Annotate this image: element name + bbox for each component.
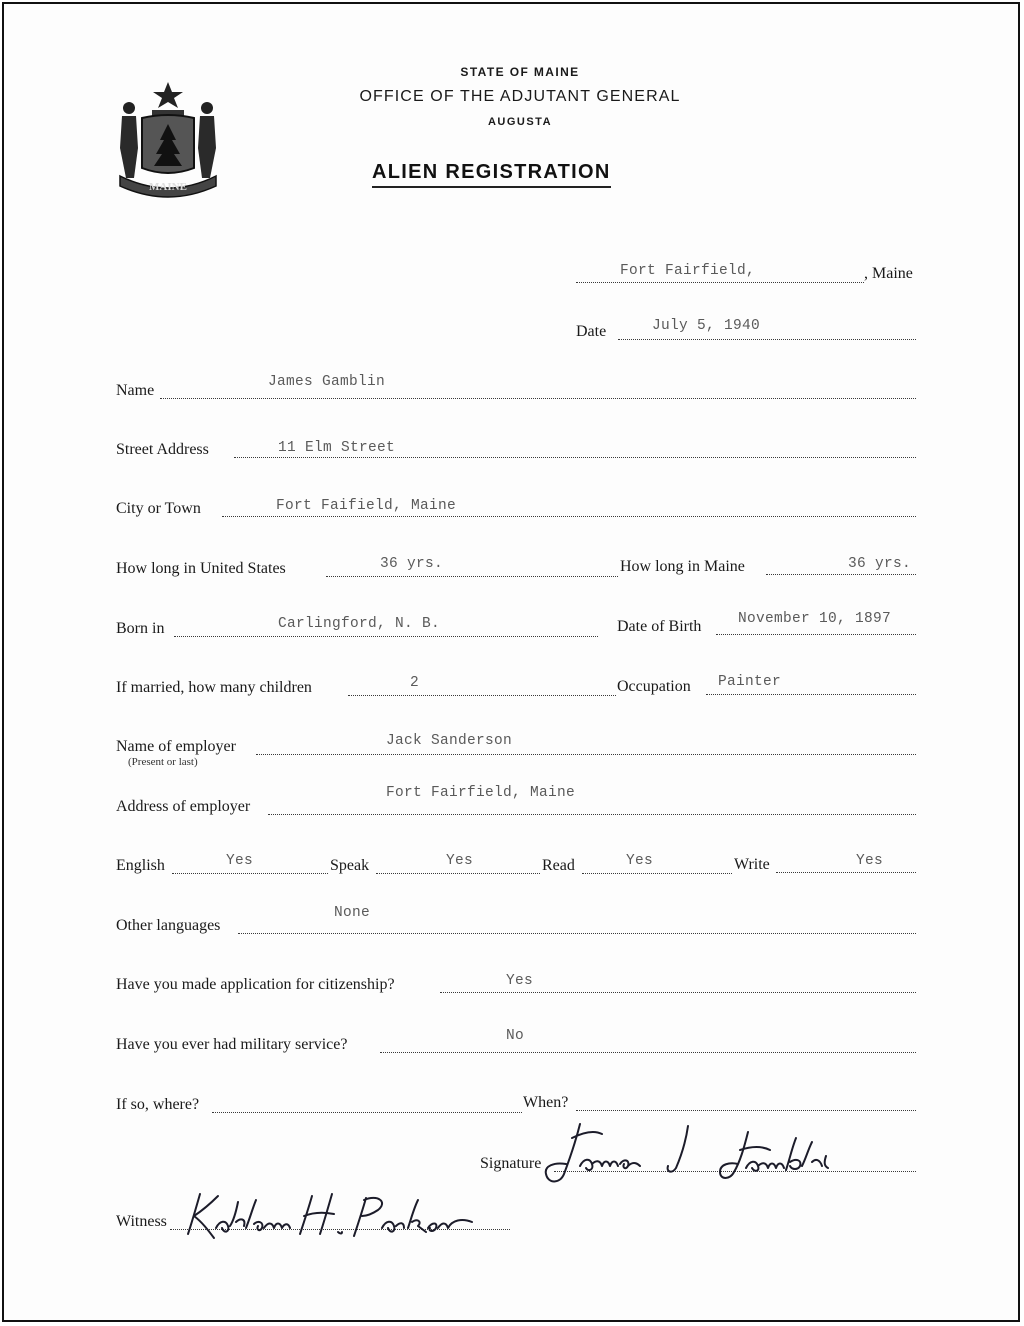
street-label: Street Address <box>116 441 209 458</box>
employer-value[interactable]: Jack Sanderson <box>386 733 513 749</box>
write-value[interactable]: Yes <box>856 853 884 869</box>
employer-label: Name of employer <box>116 738 236 755</box>
how-long-us-value[interactable]: 36 yrs. <box>380 556 444 572</box>
header-state: STATE OF MAINE <box>460 65 580 79</box>
maine-state-seal-icon <box>112 78 224 200</box>
born-in-value[interactable]: Carlingford, N. B. <box>278 616 441 632</box>
signature-label: Signature <box>480 1155 542 1172</box>
speak-line <box>376 873 540 874</box>
english-label: English <box>116 857 165 874</box>
name-line <box>160 398 916 399</box>
children-value[interactable]: 2 <box>410 675 420 691</box>
place-line <box>576 282 864 283</box>
when-label: When? <box>523 1094 569 1111</box>
place-suffix: , Maine <box>864 265 913 282</box>
witness-label: Witness <box>116 1213 167 1230</box>
read-line <box>582 873 732 874</box>
read-label: Read <box>542 857 575 874</box>
children-line <box>348 695 616 696</box>
speak-label: Speak <box>330 857 370 874</box>
born-in-label: Born in <box>116 620 165 637</box>
date-of-birth-line <box>716 634 916 635</box>
english-value[interactable]: Yes <box>226 853 254 869</box>
occupation-value[interactable]: Painter <box>718 674 782 690</box>
other-languages-line <box>238 933 916 934</box>
date-line <box>618 339 916 340</box>
citizenship-value[interactable]: Yes <box>506 973 534 989</box>
seal-banner-text: MAINE <box>149 181 187 193</box>
street-line <box>234 457 916 458</box>
place-value[interactable]: Fort Fairfield, <box>620 263 756 279</box>
employer-address-label: Address of employer <box>116 798 251 815</box>
how-long-us-line <box>326 576 618 577</box>
born-in-line <box>174 636 598 637</box>
employer-address-value[interactable]: Fort Fairfield, Maine <box>386 785 576 801</box>
date-of-birth-label: Date of Birth <box>617 618 702 635</box>
date-of-birth-value[interactable]: November 10, 1897 <box>738 611 892 627</box>
date-value[interactable]: July 5, 1940 <box>652 318 761 334</box>
header-city: AUGUSTA <box>487 116 553 128</box>
citizenship-line <box>440 992 916 993</box>
english-line <box>172 873 328 874</box>
where-label: If so, where? <box>116 1096 200 1113</box>
applicant-signature <box>540 1118 890 1188</box>
employer-line <box>256 754 916 755</box>
employer-address-line <box>268 814 916 815</box>
where-line <box>212 1112 522 1113</box>
name-value[interactable]: James Gamblin <box>268 374 386 390</box>
children-label: If married, how many children <box>116 679 312 696</box>
form-title: ALIEN REGISTRATION <box>372 161 611 188</box>
write-label: Write <box>734 856 770 873</box>
witness-signature <box>172 1188 512 1244</box>
read-value[interactable]: Yes <box>626 853 654 869</box>
city-line <box>222 516 916 517</box>
military-line <box>380 1052 916 1053</box>
occupation-label: Occupation <box>617 678 691 695</box>
city-label: City or Town <box>116 500 201 517</box>
name-label: Name <box>116 382 155 399</box>
speak-value[interactable]: Yes <box>446 853 474 869</box>
street-value[interactable]: 11 Elm Street <box>278 440 396 456</box>
city-value[interactable]: Fort Faifield, Maine <box>276 498 457 514</box>
how-long-maine-value[interactable]: 36 yrs. <box>848 556 912 572</box>
military-value[interactable]: No <box>506 1028 525 1044</box>
other-languages-value[interactable]: None <box>334 905 371 921</box>
military-label: Have you ever had military service? <box>116 1036 348 1053</box>
date-label: Date <box>576 323 607 340</box>
header-office: OFFICE OF THE ADJUTANT GENERAL <box>359 88 681 105</box>
how-long-maine-label: How long in Maine <box>620 558 745 575</box>
other-languages-label: Other languages <box>116 917 221 934</box>
citizenship-label: Have you made application for citizenship? <box>116 976 395 993</box>
how-long-maine-line <box>766 574 916 575</box>
when-line <box>576 1110 916 1111</box>
write-line <box>776 872 916 873</box>
occupation-line <box>706 694 916 695</box>
employer-sublabel: (Present or last) <box>128 756 198 768</box>
how-long-us-label: How long in United States <box>116 560 286 577</box>
